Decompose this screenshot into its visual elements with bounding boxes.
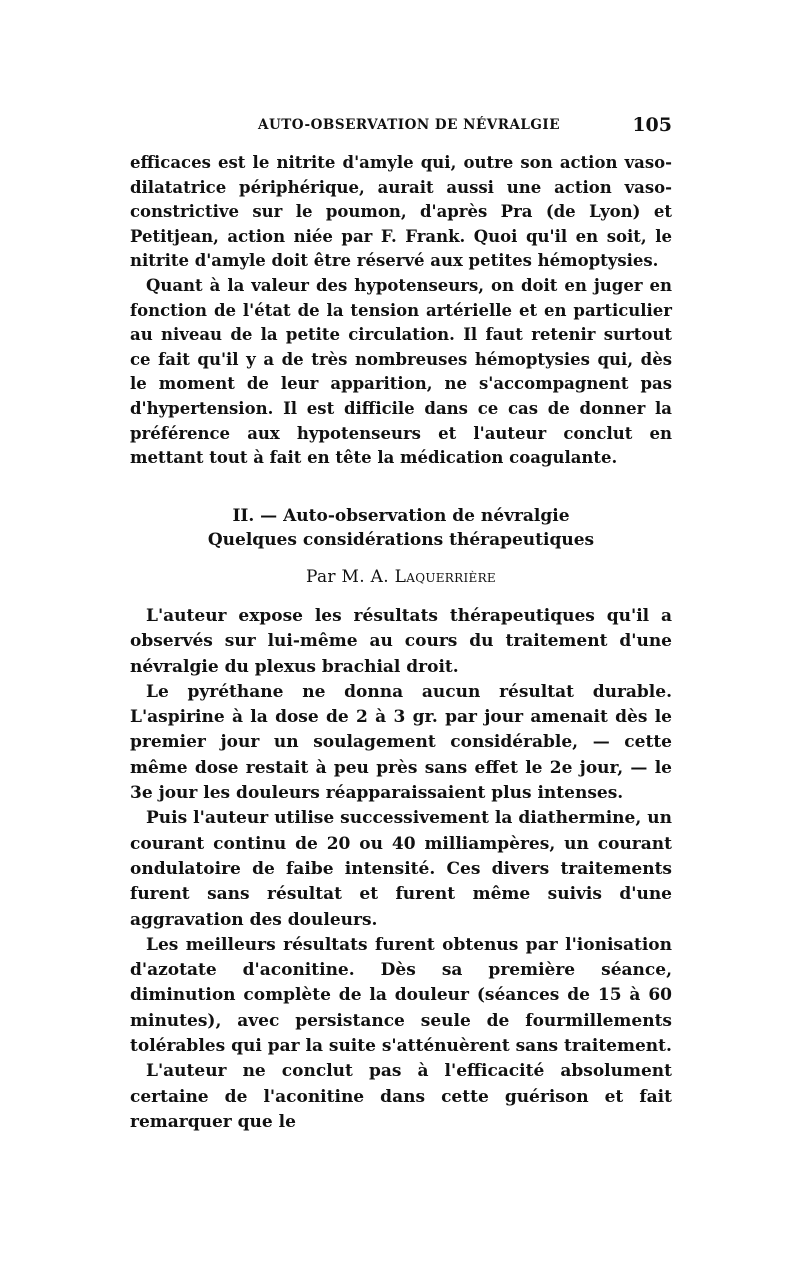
page-number: 105 [632,114,672,136]
running-title: AUTO-OBSERVATION DE NÉVRALGIE [258,117,561,133]
paragraph: Le pyréthane ne donna aucun résultat durable. L'aspirine à la dose de 2 à 3 gr. par jour amenait dès le premier jour un soulagement considérable, — cette même dose restait à peu près sans effet le 2e jour, — le 3e jour les douleurs réapparaissaient plus intenses. [130,681,672,804]
article-text-continued [130,151,672,471]
article-text [130,604,672,1135]
paragraph: L'auteur ne conclut pas à l'efficacité absolument certaine de l'aconitine dans cette guérison et fait remarquer que le [130,1061,672,1132]
author-name: Laquerrière [394,567,496,587]
section-subtitle: Quelques considérations thérapeutiques [207,530,595,550]
running-head [0,114,672,141]
author-byline [130,567,672,587]
paragraph: Quant à la valeur des hypotenseurs, on doit en juger en fonction de l'état de la tension artérielle et en particulier au niveau de la petite circulation. Il faut retenir surtout ce fait qu'il y a de très nombreuses hémoptysies qui, dès le moment de leur apparition, ne s'accompagnent pas d'hypertension. Il est difficile dans ce cas de donner la préférence aux hypotenseurs et l'auteur conclut en mettant tout à fait en tête la médication coagulante. [130,275,672,468]
paragraph: efficaces est le nitrite d'amyle qui, outre son action vaso-dilatatrice périphérique, aurait aussi une action vaso-constrictive sur le poumon, d'après Pra (de Lyon) et Petitjean, action niée par F. Frank. Quoi qu'il en soit, le nitrite d'amyle doit être réservé aux petites hémoptysies. [130,153,672,271]
section-title: II. — Auto-observation de névralgie [232,506,570,526]
paragraph: Puis l'auteur utilise successivement la diathermine, un courant continu de 20 ou 40 milliampères, un courant ondulatoire de faibe intensité. Ces divers traitements furent sans résultat et furent même suivis d'une aggravation des douleurs. [130,808,672,930]
byline-prefix: Par M. A. [306,567,395,587]
paragraph: Les meilleurs résultats furent obtenus par l'ionisation d'azotate d'aconitine. Dès sa première séance, diminution complète de la douleur (séances de 15 à 60 minutes), avec persistance seule de fourmillements tolérables qui par la suite s'atténuèrent sans traitement. [130,934,672,1057]
paragraph: L'auteur expose les résultats thérapeutiques qu'il a observés sur lui-même au cours du traitement d'une névralgie du plexus brachial droit. [130,606,672,677]
